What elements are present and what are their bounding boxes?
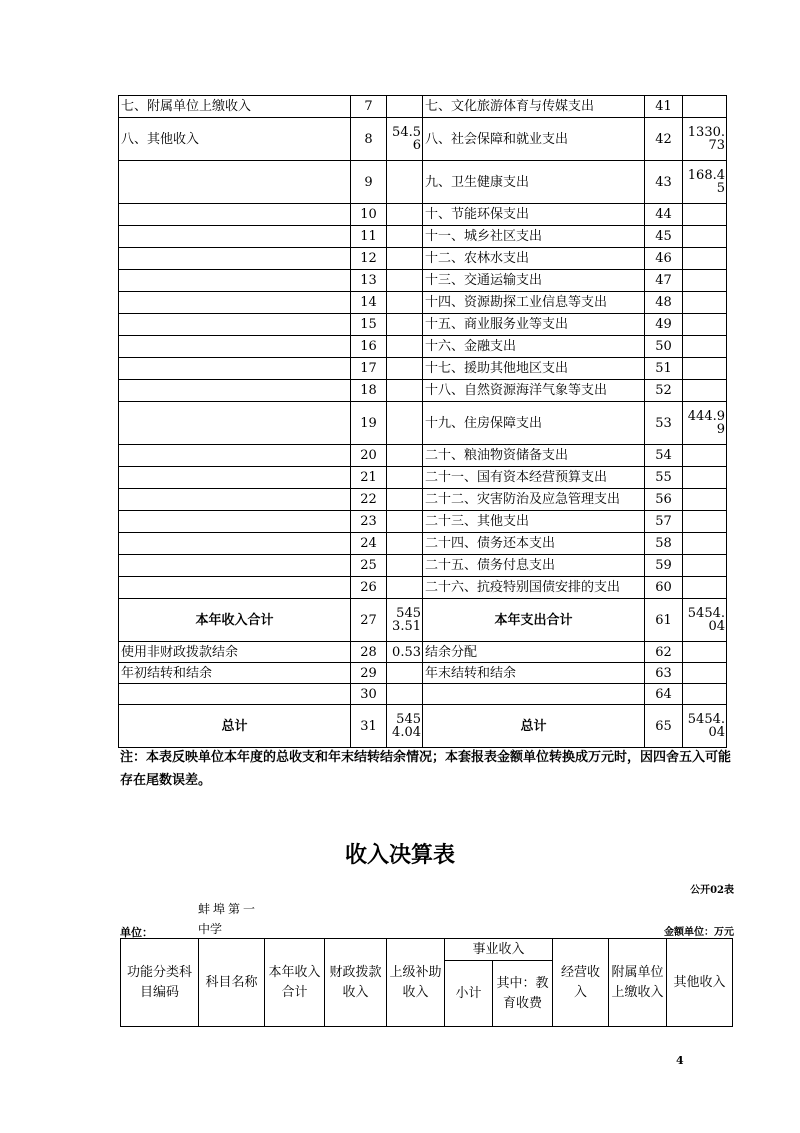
expenditure-amount (683, 511, 727, 533)
income-amount (387, 292, 423, 314)
income-amount: 0.53 (387, 642, 423, 663)
table-row (119, 402, 727, 445)
income-row-number: 10 (351, 204, 387, 226)
income-row-number: 27 (351, 599, 387, 642)
expenditure-row-number: 45 (645, 226, 683, 248)
income-row-number: 14 (351, 292, 387, 314)
table-row (119, 358, 727, 380)
header-fiscal: 财政拨款收入 (325, 939, 387, 1027)
income-row-number: 9 (351, 161, 387, 204)
expenditure-row-number: 53 (645, 402, 683, 445)
income-row-number: 19 (351, 402, 387, 445)
expenditure-label: 二十二、灾害防治及应急管理支出 (423, 489, 645, 511)
expenditure-row-number: 63 (645, 663, 683, 684)
expenditure-label: 八、社会保障和就业支出 (423, 118, 645, 161)
expenditure-amount (683, 358, 727, 380)
expenditure-row-number: 52 (645, 380, 683, 402)
expenditure-amount (683, 204, 727, 226)
expenditure-amount (683, 270, 727, 292)
income-amount (387, 555, 423, 577)
income-label (119, 577, 351, 599)
expenditure-row-number: 46 (645, 248, 683, 270)
header-subject-name: 科目名称 (199, 939, 265, 1027)
table-row (119, 380, 727, 402)
table-row (119, 511, 727, 533)
income-label (119, 402, 351, 445)
expenditure-label: 二十一、国有资本经营预算支出 (423, 467, 645, 489)
expenditure-amount (683, 314, 727, 336)
income-amount: 54.56 (387, 118, 423, 161)
expenditure-amount (683, 96, 727, 118)
expenditure-label: 九、卫生健康支出 (423, 161, 645, 204)
income-amount (387, 402, 423, 445)
income-amount (387, 489, 423, 511)
income-label: 总计 (119, 705, 351, 748)
table-row (119, 555, 727, 577)
table-row (119, 467, 727, 489)
income-label (119, 511, 351, 533)
income-row-number: 20 (351, 445, 387, 467)
table-row (119, 204, 727, 226)
expenditure-label: 十六、金融支出 (423, 336, 645, 358)
expenditure-label: 十四、资源勘探工业信息等支出 (423, 292, 645, 314)
expenditure-label: 十、节能环保支出 (423, 204, 645, 226)
income-label: 本年收入合计 (119, 599, 351, 642)
expenditure-amount (683, 292, 727, 314)
table-row (119, 118, 727, 161)
table-row (119, 292, 727, 314)
expenditure-amount (683, 489, 727, 511)
income-row-number: 22 (351, 489, 387, 511)
income-row-number: 24 (351, 533, 387, 555)
income-row-number: 28 (351, 642, 387, 663)
income-amount: 5453.51 (387, 599, 423, 642)
table-row (119, 705, 727, 748)
expenditure-label: 二十三、其他支出 (423, 511, 645, 533)
income-label (119, 314, 351, 336)
expenditure-label: 二十五、债务付息支出 (423, 555, 645, 577)
income-row-number: 15 (351, 314, 387, 336)
expenditure-label: 十三、交通运输支出 (423, 270, 645, 292)
income-row-number: 23 (351, 511, 387, 533)
income-row-number: 29 (351, 663, 387, 684)
expenditure-label: 二十六、抗疫特别国债安排的支出 (423, 577, 645, 599)
expenditure-row-number: 62 (645, 642, 683, 663)
table-row (119, 336, 727, 358)
income-row-number: 17 (351, 358, 387, 380)
income-amount (387, 380, 423, 402)
table-row (119, 445, 727, 467)
income-label (119, 226, 351, 248)
table-row (119, 663, 727, 684)
expenditure-label: 十二、农林水支出 (423, 248, 645, 270)
income-row-number: 25 (351, 555, 387, 577)
expenditure-row-number: 44 (645, 204, 683, 226)
income-label (119, 684, 351, 705)
table-row (119, 489, 727, 511)
page-number: 4 (676, 1054, 684, 1067)
expenditure-amount: 168.45 (683, 161, 727, 204)
table-row (119, 270, 727, 292)
amount-unit: 金额单位：万元 (664, 927, 734, 938)
income-label (119, 489, 351, 511)
expenditure-label: 十八、自然资源海洋气象等支出 (423, 380, 645, 402)
expenditure-row-number: 59 (645, 555, 683, 577)
header-superior-subsidy: 上级补助收入 (387, 939, 445, 1027)
table-row (119, 161, 727, 204)
page-title: 收入决算表 (344, 843, 455, 868)
income-row-number: 21 (351, 467, 387, 489)
expenditure-row-number: 56 (645, 489, 683, 511)
income-amount (387, 270, 423, 292)
expenditure-amount (683, 577, 727, 599)
header-operating-income: 经营收入 (553, 939, 609, 1027)
expenditure-row-number: 49 (645, 314, 683, 336)
income-amount (387, 358, 423, 380)
table-row (119, 226, 727, 248)
income-amount (387, 577, 423, 599)
income-row-number: 18 (351, 380, 387, 402)
expenditure-row-number: 55 (645, 467, 683, 489)
expenditure-row-number: 47 (645, 270, 683, 292)
table-row (119, 642, 727, 663)
expenditure-amount (683, 467, 727, 489)
unit-label: 单位： (120, 926, 153, 939)
expenditure-amount (683, 248, 727, 270)
income-row-number: 30 (351, 684, 387, 705)
table-note: 注：本表反映单位本年度的总收支和年末结转结余情况；本套报表金额单位转换成万元时，因四舍五入可能存在尾数误差。 (120, 750, 732, 788)
income-amount (387, 684, 423, 705)
header-of-which-edu: 其中：教育收费 (493, 961, 553, 1027)
expenditure-label: 本年支出合计 (423, 599, 645, 642)
expenditure-label: 七、文化旅游体育与传媒支出 (423, 96, 645, 118)
expenditure-row-number: 41 (645, 96, 683, 118)
expenditure-row-number: 50 (645, 336, 683, 358)
expenditure-label: 二十、粮油物资储备支出 (423, 445, 645, 467)
expenditure-amount (683, 663, 727, 684)
expenditure-amount (683, 555, 727, 577)
income-label (119, 445, 351, 467)
expenditure-row-number: 42 (645, 118, 683, 161)
income-label (119, 161, 351, 204)
header-affiliated: 附属单位上缴收入 (609, 939, 667, 1027)
table-row (119, 533, 727, 555)
expenditure-row-number: 65 (645, 705, 683, 748)
expenditure-amount: 5454.04 (683, 705, 727, 748)
expenditure-amount (683, 642, 727, 663)
expenditure-label: 十九、住房保障支出 (423, 402, 645, 445)
income-amount: 5454.04 (387, 705, 423, 748)
table-row (119, 599, 727, 642)
expenditure-label: 十七、援助其他地区支出 (423, 358, 645, 380)
income-label: 使用非财政拨款结余 (119, 642, 351, 663)
expenditure-row-number: 43 (645, 161, 683, 204)
income-label (119, 270, 351, 292)
header-func-code: 功能分类科目编码 (121, 939, 199, 1027)
income-label (119, 358, 351, 380)
expenditure-amount (683, 684, 727, 705)
expenditure-amount (683, 226, 727, 248)
income-amount (387, 204, 423, 226)
expenditure-label: 年末结转和结余 (423, 663, 645, 684)
table-code: 公开02表 (690, 885, 734, 896)
table-row (119, 684, 727, 705)
income-row-number: 12 (351, 248, 387, 270)
income-label (119, 336, 351, 358)
expenditure-label: 二十四、债务还本支出 (423, 533, 645, 555)
expenditure-row-number: 54 (645, 445, 683, 467)
income-expenditure-table (118, 95, 727, 748)
income-row-number: 11 (351, 226, 387, 248)
expenditure-row-number: 64 (645, 684, 683, 705)
income-row-number: 8 (351, 118, 387, 161)
header-total-income: 本年收入合计 (265, 939, 325, 1027)
table-row (119, 248, 727, 270)
income-label (119, 555, 351, 577)
expenditure-row-number: 61 (645, 599, 683, 642)
expenditure-row-number: 58 (645, 533, 683, 555)
expenditure-row-number: 60 (645, 577, 683, 599)
expenditure-amount (683, 336, 727, 358)
income-amount (387, 96, 423, 118)
income-statement-header-table (120, 938, 733, 1027)
expenditure-label: 结余分配 (423, 642, 645, 663)
expenditure-amount: 1330.73 (683, 118, 727, 161)
expenditure-amount (683, 533, 727, 555)
income-row-number: 13 (351, 270, 387, 292)
table-row (119, 577, 727, 599)
income-row-number: 26 (351, 577, 387, 599)
income-amount (387, 445, 423, 467)
unit-name-line2: 中学 (198, 922, 223, 936)
income-label (119, 467, 351, 489)
income-amount (387, 336, 423, 358)
expenditure-row-number: 51 (645, 358, 683, 380)
expenditure-row-number: 48 (645, 292, 683, 314)
table-row (119, 314, 727, 336)
income-row-number: 16 (351, 336, 387, 358)
expenditure-amount: 5454.04 (683, 599, 727, 642)
income-label (119, 533, 351, 555)
unit-name: 蚌埠第一 (198, 902, 259, 916)
header-business-income: 事业收入 (445, 939, 553, 961)
income-amount (387, 533, 423, 555)
income-label: 年初结转和结余 (119, 663, 351, 684)
expenditure-label: 十一、城乡社区支出 (423, 226, 645, 248)
expenditure-amount (683, 445, 727, 467)
income-amount (387, 248, 423, 270)
income-label: 八、其他收入 (119, 118, 351, 161)
income-amount (387, 511, 423, 533)
expenditure-label: 十五、商业服务业等支出 (423, 314, 645, 336)
income-row-number: 31 (351, 705, 387, 748)
header-other-income: 其他收入 (667, 939, 733, 1027)
expenditure-label (423, 684, 645, 705)
expenditure-amount (683, 380, 727, 402)
income-label (119, 292, 351, 314)
income-amount (387, 314, 423, 336)
income-amount (387, 161, 423, 204)
income-label (119, 248, 351, 270)
income-row-number: 7 (351, 96, 387, 118)
expenditure-label: 总计 (423, 705, 645, 748)
expenditure-row-number: 57 (645, 511, 683, 533)
table-row (119, 96, 727, 118)
income-label: 七、附属单位上缴收入 (119, 96, 351, 118)
income-amount (387, 226, 423, 248)
expenditure-amount: 444.99 (683, 402, 727, 445)
income-label (119, 380, 351, 402)
income-amount (387, 663, 423, 684)
income-label (119, 204, 351, 226)
income-amount (387, 467, 423, 489)
header-subtotal: 小计 (445, 961, 493, 1027)
